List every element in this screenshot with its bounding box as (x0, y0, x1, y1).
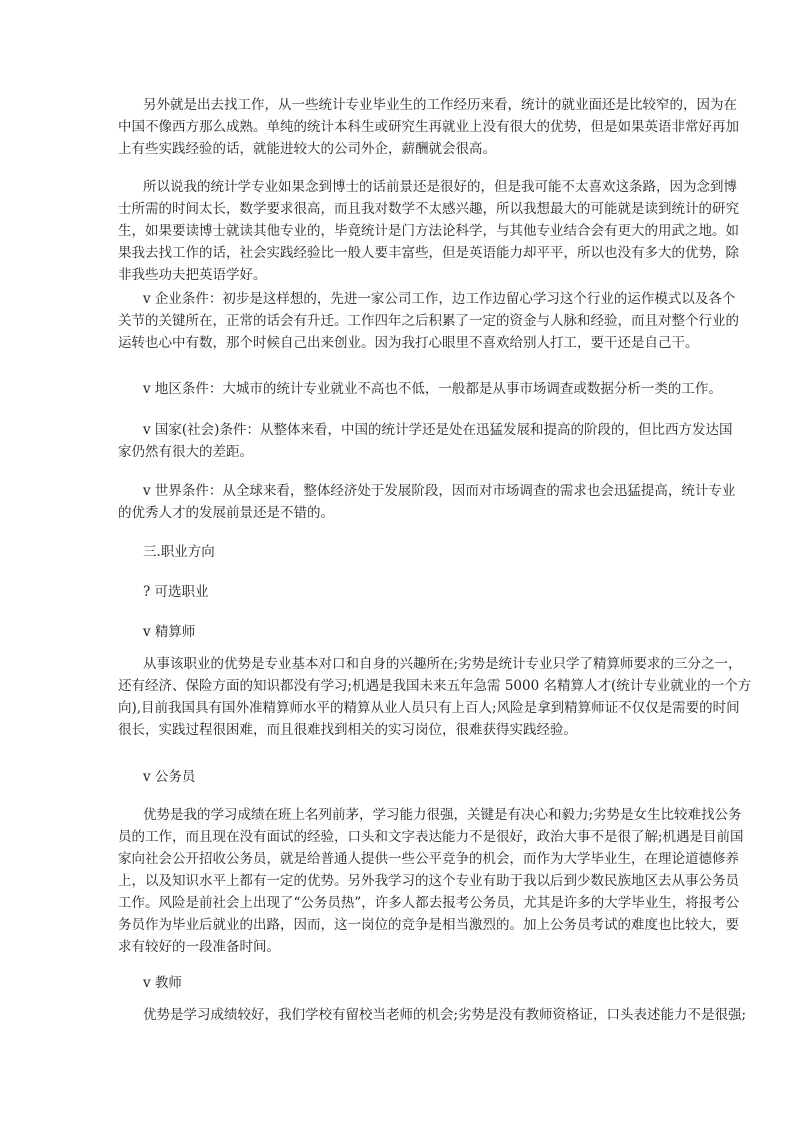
text-line: 还有经济、保险方面的知识都没有学习;机遇是我国未来五年急需 5000 名精算人才(统计专业就业的一个方 (118, 678, 752, 694)
text-line: 员的工作，而且现在没有面试的经验，口头和文字表达能力不是很好，政治大事不是很了解;机遇是目前国 (118, 829, 744, 845)
text-line: 优势是我的学习成绩在班上名列前茅，学习能力很强，关键是有决心和毅力;劣势是女生比较难找公务 (143, 807, 742, 823)
section-heading (143, 581, 209, 603)
text-line: ? 可选职业 (143, 584, 209, 600)
text-line: 家向社会公开招收公务员，就是给普通人提供一些公平竞争的机会，而作为大学毕业生，在理论道德修养 (118, 851, 739, 867)
paragraph (118, 480, 736, 524)
text-line: 上有些实践经验的话，就能进较大的公司外企，薪酬就会很高。 (118, 141, 496, 157)
text-line: v 地区条件：大城市的统计专业就业不高也不低，一般都是从事市场调查或数据分析一类的工作。 (143, 381, 722, 397)
text-line: 关节的关键所在，正常的话会有升迁。工作四年之后积累了一定的资金与人脉和经验，而且对整个行业的 (118, 313, 739, 329)
paragraph (118, 378, 722, 400)
text-line: 务员作为毕业后就业的出路，因而，这一岗位的竞争是相当激烈的。加上公务员考试的难度也比较大，要 (118, 917, 739, 933)
text-line: v 精算师 (143, 624, 196, 640)
text-line: 果我去找工作的话，社会实践经验比一般人要丰富些，但是英语能力却平平，所以也没有多大的优势，除 (118, 245, 739, 261)
text-line: v 国家(社会)条件：从整体来看，中国的统计学还是处在迅猛发展和提高的阶段的，但比西方发达国 (143, 422, 733, 438)
text-line: 运转也心中有数，那个时候自己出来创业。因为我打心眼里不喜欢给别人打工，要干还是自己干。 (118, 335, 699, 351)
section-heading (143, 972, 182, 994)
paragraph (118, 176, 739, 286)
text-line: 求有较好的一段准备时间。 (118, 939, 280, 955)
text-line: v 公务员 (143, 769, 196, 785)
text-line: 工作。风险是前社会上出现了“公务员热”，许多人都去报考公务员，尤其是许多的大学毕业生，将报考公 (118, 895, 740, 911)
section-heading (143, 541, 215, 563)
section-heading (143, 766, 195, 788)
text-line: 很长，实践过程很困难，而且很难找到相关的实习岗位，很难获得实践经验。 (118, 722, 577, 738)
text-line: v 教师 (143, 975, 182, 991)
paragraph (118, 288, 739, 354)
text-line: 优势是学习成绩较好，我们学校有留校当老师的机会;劣势是没有教师资格证，口头表述能力不是很强; (143, 1007, 747, 1023)
text-line: 向),目前我国具有国外准精算师水平的精算从业人员只有上百人;风险是拿到精算师证不仅仅是需要的时间 (118, 700, 740, 716)
paragraph (118, 1004, 747, 1026)
paragraph (118, 653, 752, 741)
paragraph (118, 419, 733, 463)
text-line: v 世界条件：从全球来看，整体经济处于发展阶段，因而对市场调查的需求也会迅猛提高，统计专业 (143, 483, 736, 499)
text-line: 士所需的时间太长，数学要求很高，而且我对数学不太感兴趣，所以我想最大的可能就是读到统计的研究 (118, 201, 739, 217)
paragraph (118, 804, 744, 958)
text-line: 另外就是出去找工作，从一些统计专业毕业生的工作经历来看，统计的就业面还是比较窄的，因为在 (143, 97, 737, 113)
text-line: 所以说我的统计学专业如果念到博士的话前景还是很好的，但是我可能不太喜欢这条路，因为念到博 (143, 179, 737, 195)
text-line: 生，如果要读博士就读其他专业的，毕竟统计是门方法论科学，与其他专业结合会有更大的用武之地。如 (118, 223, 739, 239)
section-heading (143, 621, 195, 643)
text-line: 从事该职业的优势是专业基本对口和自身的兴趣所在;劣势是统计专业只学了精算师要求的三分之一， (143, 656, 742, 672)
text-line: 家仍然有很大的差距。 (118, 444, 253, 460)
text-line: 非我些功夫把英语学好。 (118, 267, 267, 283)
text-line: 中国不像西方那么成熟。单纯的统计本科生或研究生再就业上没有很大的优势，但是如果英语非常好再加 (118, 119, 739, 135)
paragraph (118, 94, 739, 160)
text-line: 三.职业方向 (143, 544, 215, 560)
text-line: 上，以及知识水平上都有一定的优势。另外我学习的这个专业有助于我以后到少数民族地区去从事公务员 (118, 873, 739, 889)
text-line: 的优秀人才的发展前景还是不错的。 (118, 505, 334, 521)
text-line: v 企业条件：初步是这样想的，先进一家公司工作，边工作边留心学习这个行业的运作模式以及各个 (143, 291, 736, 307)
